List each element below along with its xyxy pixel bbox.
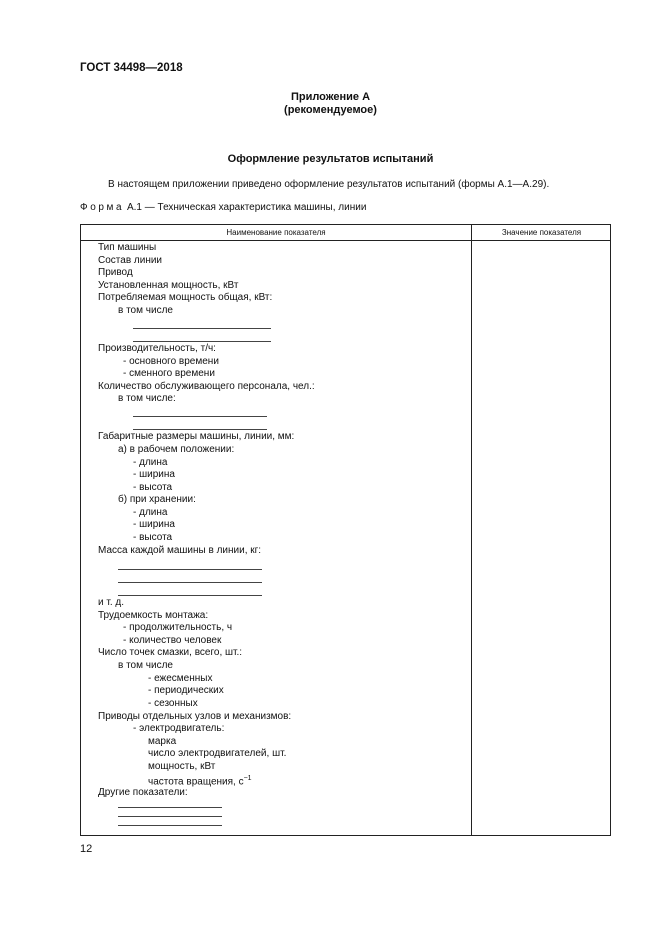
rotation-frequency-superscript: −1 (243, 775, 252, 782)
blank-line (133, 429, 267, 430)
row-brand: марка (148, 736, 177, 747)
header-divider (81, 240, 610, 241)
document-code: ГОСТ 34498—2018 (80, 62, 183, 74)
row-periodic: - периодических (148, 685, 224, 696)
row-people-count: - количество человек (123, 635, 222, 646)
row-width: - ширина (133, 469, 175, 480)
characteristics-table (80, 224, 611, 836)
row-seasonal: - сезонных (148, 698, 198, 709)
rotation-frequency-label: частота вращения, с (148, 776, 244, 788)
form-caption-prefix: Форма (80, 202, 125, 213)
row-productivity: Производительность, т/ч: (98, 343, 216, 354)
row-installed-power: Установленная мощность, кВт (98, 280, 239, 291)
row-shift-time: - сменного времени (123, 368, 215, 379)
form-caption-text: А.1 — Техническая характеристика машины, линии (126, 202, 367, 213)
row-motor-count: число электродвигателей, шт. (148, 748, 287, 759)
row-height: - высота (133, 482, 173, 493)
row-other-indicators: Другие показатели: (98, 787, 188, 798)
blank-line (133, 328, 271, 329)
row-length-storage: - длина (133, 507, 168, 518)
blank-line (118, 569, 262, 570)
blank-line (118, 807, 222, 808)
blank-line (118, 825, 222, 826)
appendix-title: Приложение А (290, 91, 371, 103)
blank-line (118, 816, 222, 817)
blank-line (118, 582, 262, 583)
row-line-composition: Состав линии (98, 255, 163, 266)
row-including-lubrication: в том числе (118, 660, 173, 671)
row-including: в том числе (118, 305, 173, 316)
blank-line (133, 341, 271, 342)
row-storage: б) при хранении: (118, 494, 196, 505)
row-installation-labor: Трудоемкость монтажа: (98, 610, 209, 621)
section-title: Оформление результатов испытаний (227, 153, 434, 165)
page-number: 12 (80, 843, 93, 855)
row-including-personnel: в том числе: (118, 393, 176, 404)
intro-paragraph: В настоящем приложении приведено оформление результатов испытаний (формы А.1—А.29). (108, 179, 550, 190)
column-divider (471, 225, 472, 835)
row-main-time: - основного времени (123, 356, 219, 367)
row-width-storage: - ширина (133, 519, 175, 530)
row-drive: Привод (98, 267, 133, 278)
row-personnel: Количество обслуживающего персонала, чел.: (98, 381, 315, 392)
row-per-shift: - ежесменных (148, 673, 213, 684)
column-header-value: Значение показателя (501, 228, 582, 237)
row-height-storage: - высота (133, 532, 173, 543)
row-electric-motor: - электродвигатель: (133, 723, 225, 734)
blank-line (133, 416, 267, 417)
row-duration: - продолжительность, ч (123, 622, 233, 633)
form-caption (80, 202, 366, 213)
blank-line (118, 595, 262, 596)
row-length: - длина (133, 457, 168, 468)
row-etc: и т. д. (98, 597, 125, 608)
appendix-subtitle: (рекомендуемое) (284, 104, 377, 116)
row-machine-type: Тип машины (98, 242, 157, 253)
row-mass: Масса каждой машины в линии, кг: (98, 545, 262, 556)
row-consumed-power: Потребляемая мощность общая, кВт: (98, 292, 273, 303)
column-header-name: Наименование показателя (226, 228, 326, 237)
row-lubrication-points: Число точек смазки, всего, шт.: (98, 647, 243, 658)
row-working-position: а) в рабочем положении: (118, 444, 235, 455)
row-dimensions: Габаритные размеры машины, линии, мм: (98, 431, 295, 442)
row-unit-drives: Приводы отдельных узлов и механизмов: (98, 711, 292, 722)
row-motor-power: мощность, кВт (148, 761, 216, 772)
